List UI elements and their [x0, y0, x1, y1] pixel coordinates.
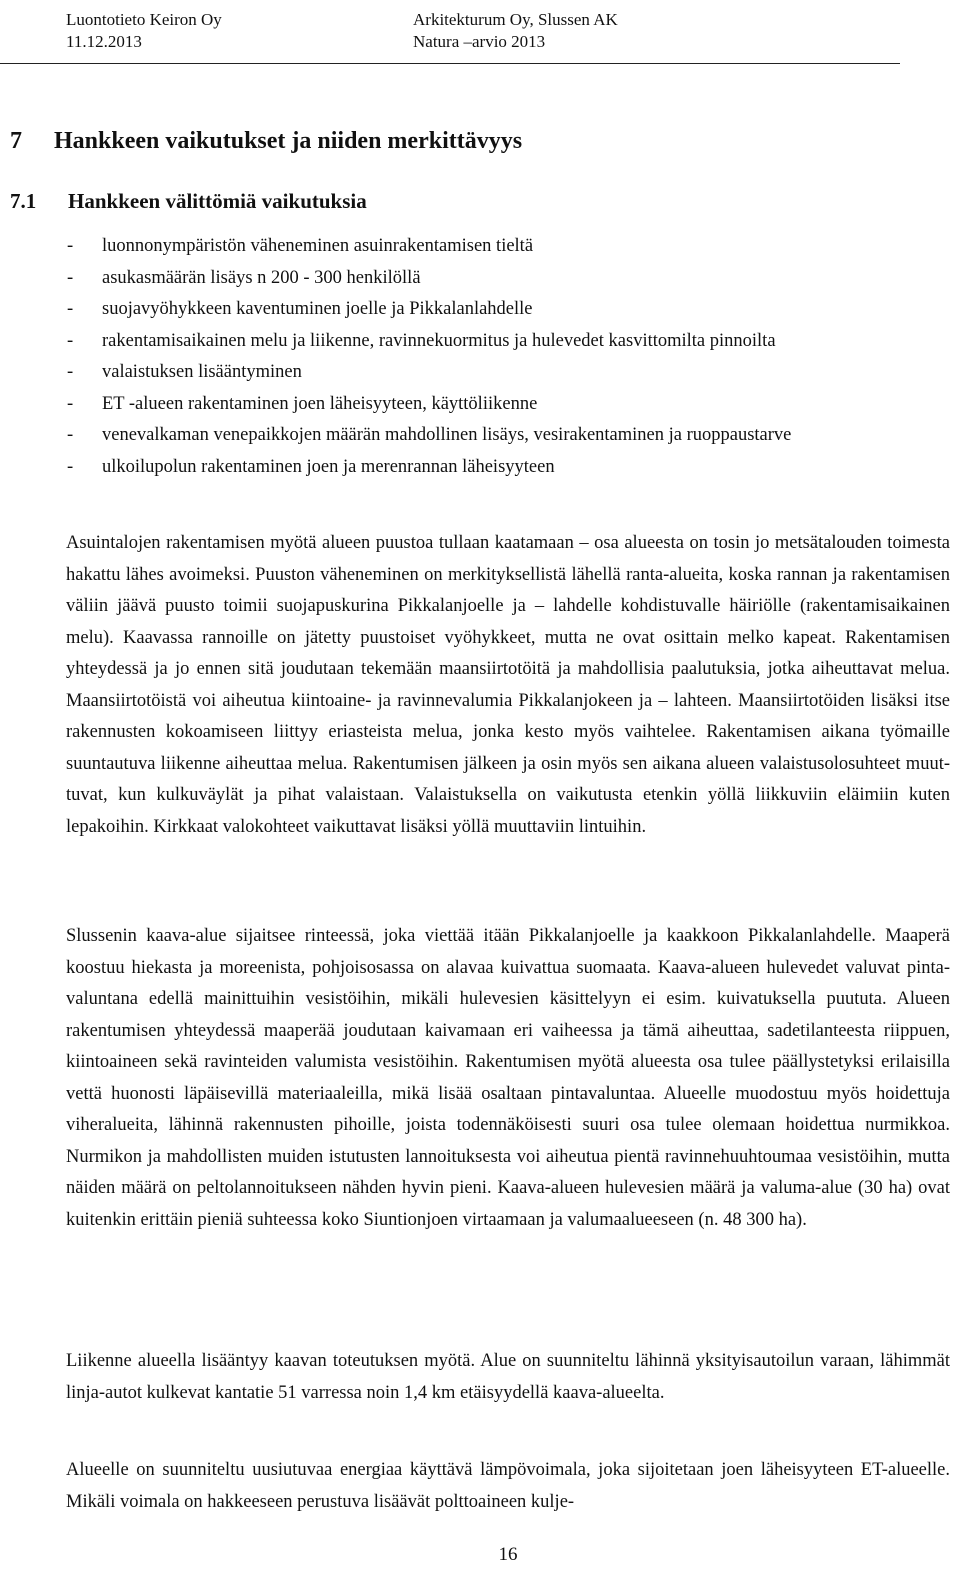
list-dash: - [67, 299, 74, 319]
section-number: 7 [10, 128, 22, 154]
list-item [0, 357, 960, 389]
list-item [0, 452, 960, 484]
section-title: Hankkeen vaikutukset ja niiden merkittävyys [54, 128, 523, 154]
header-date: 11.12.2013 [66, 32, 142, 51]
paragraph-construction-impacts: Asuintalojen rakentamisen myötä alueen puustoa tullaan kaatamaan – osa alueesta on tosin jo metsätalouden toimesta hakattu lähes avoimeksi. Puuston väheneminen on merkityksellistä lähellä ranta-alueita, koska rannan ja rakentamisen väliin jäävä puusto toimii suojapuskurina Pikkalanjoelle ja – lahdelle kohdistuvalle häiriölle (rakentamisaikainen melu). Kaavassa rannoille on jätetty puustoiset vyöhykkeet, mutta ne ovat osittain melko kapeat. Rakentamisen yhteydessä ja jo ennen sitä joudutaan tekemään maansiirtotöitä ja mahdollisia paalutuksia, jotka aiheuttavat melua. Maansiirtotöistä voi aiheutua kiintoaine- ja ravinnevalumia Pikkalanjokeen ja – lahteen. Maansiirtotöiden lisäksi itse rakennusten kokoamiseen liittyy eriasteista melua, jonka kesto myös vaihtelee. Rakentamisen aikana työmaille suuntautuva liikenne aiheuttaa melua. Rakentumisen jälkeen ja osin myös sen aikana alueen valaistusolosuhteet muuttuvat, kun kulkuväylät ja pihat valaistaan. Valaistuksella on vaikutusta etenkin yöllä liikkuviin eläimiin kuten lepakoihin. Kirkkaat valokohteet vaikuttavat lisäksi yöllä muuttaviin lintuihin. [66, 533, 950, 837]
section-heading [10, 126, 522, 156]
subsection-heading [10, 187, 367, 215]
page-number: 16 [498, 1544, 518, 1565]
list-dash: - [67, 425, 74, 445]
list-item [0, 294, 960, 326]
list-item-text: valaistuksen lisääntyminen [102, 362, 302, 382]
list-item [0, 326, 960, 358]
header-rule [0, 63, 900, 64]
list-item [0, 420, 960, 452]
list-dash: - [67, 267, 74, 288]
paragraph-traffic: Liikenne alueella lisääntyy kaavan toteutuksen myötä. Alue on suunniteltu lähinnä yksityisautoilun varaan, lähimmät linja-autot kulkevat kantatie 51 varressa noin 1,4 km etäisyydellä kaava-alueelta. [66, 1351, 950, 1403]
list-item-text: suojavyöhykkeen kaventuminen joelle ja Pikkalanlahdelle [102, 299, 533, 319]
header-document: Natura –arvio 2013 [413, 32, 546, 51]
list-item [0, 231, 960, 263]
list-item-text: venevalkaman venepaikkojen määrän mahdollinen lisäys, vesirakentaminen ja ruoppaustarve [102, 425, 792, 445]
header-client: Arkitekturum Oy, Slussen AK [413, 10, 618, 29]
list-item-text: luonnonympäristön väheneminen asuinrakentamisen tieltä [102, 236, 534, 256]
page-header [0, 0, 960, 66]
list-item-text: ulkoilupolun rakentaminen joen ja merenrannan läheisyyteen [102, 456, 555, 477]
list-dash: - [67, 236, 74, 256]
subsection-number: 7.1 [10, 189, 37, 213]
list-dash: - [67, 362, 74, 382]
list-dash: - [67, 456, 74, 477]
list-item [0, 389, 960, 421]
subsection-title: Hankkeen välittömiä vaikutuksia [68, 189, 367, 213]
list-item-text: asukasmäärän lisäys n 200 - 300 henkilöllä [102, 267, 421, 288]
list-item-text: ET -alueen rakentaminen joen läheisyyteen, käyttöliikenne [102, 393, 538, 414]
list-dash: - [67, 330, 74, 351]
paragraph-heating-plant: Alueelle on suunniteltu uusiutuvaa energiaa käyttävä lämpövoimala, joka sijoitetaan joen läheisyyteen ET-alueelle. Mikäli voimala on hakkeeseen perustuva lisäävät polttoaineen kulje- [66, 1460, 950, 1512]
header-author: Luontotieto Keiron Oy [66, 10, 222, 29]
paragraph-stormwater: Slussenin kaava-alue sijaitsee rinteessä, joka viettää itään Pikkalanjoelle ja kaakkoon Pikkalanlahdelle. Maaperä koostuu hiekasta ja moreenista, pohjoisosassa on alavaa kuivattua suomaata. Kaava-alueen hulevedet valuvat pinta-valuntana edellä mainittuihin vesistöihin, mikäli hulevesien käsittelyyn ei esim. kuivatuksella puututa. Alueen rakentumisen yhteydessä maaperää joudutaan kaivamaan eri vaiheessa ja tämä aiheuttaa, sadetilanteesta riippuen, kiintoaineen sekä ravinteiden valumista vesistöihin. Rakentumisen myötä alueesta osa tulee päällystetyksi erilaisilla vettä huonosti läpäisevillä materiaaleilla, mikä lisää osaltaan pintavaluntaa. Alueelle muodostuu myös hoidettuja viheralueita, lähinnä rakennusten pihoille, joista todennäköisesti suuri osa tulee olemaan hoidettua nurmikkoa. Nurmikon ja mahdollisten muiden istutusten lannoituksesta voi aiheutua pientä ravinnehuuhtoumaa vesistöihin, mutta näiden määrä on peltolannoitukseen nähden hyvin pieni. Kaava-alueen hulevesien määrä ja valuma-alue (30 ha) ovat kuitenkin erittäin pieniä suhteessa koko Siuntionjoen virtaamaan ja valumaalueeseen (n. 48 300 ha). [66, 926, 950, 1230]
list-item-text: rakentamisaikainen melu ja liikenne, ravinnekuormitus ja hulevedet kasvittomilta pinnoilta [102, 330, 776, 351]
list-item [0, 263, 960, 295]
impact-list [0, 231, 960, 483]
list-dash: - [67, 393, 74, 414]
